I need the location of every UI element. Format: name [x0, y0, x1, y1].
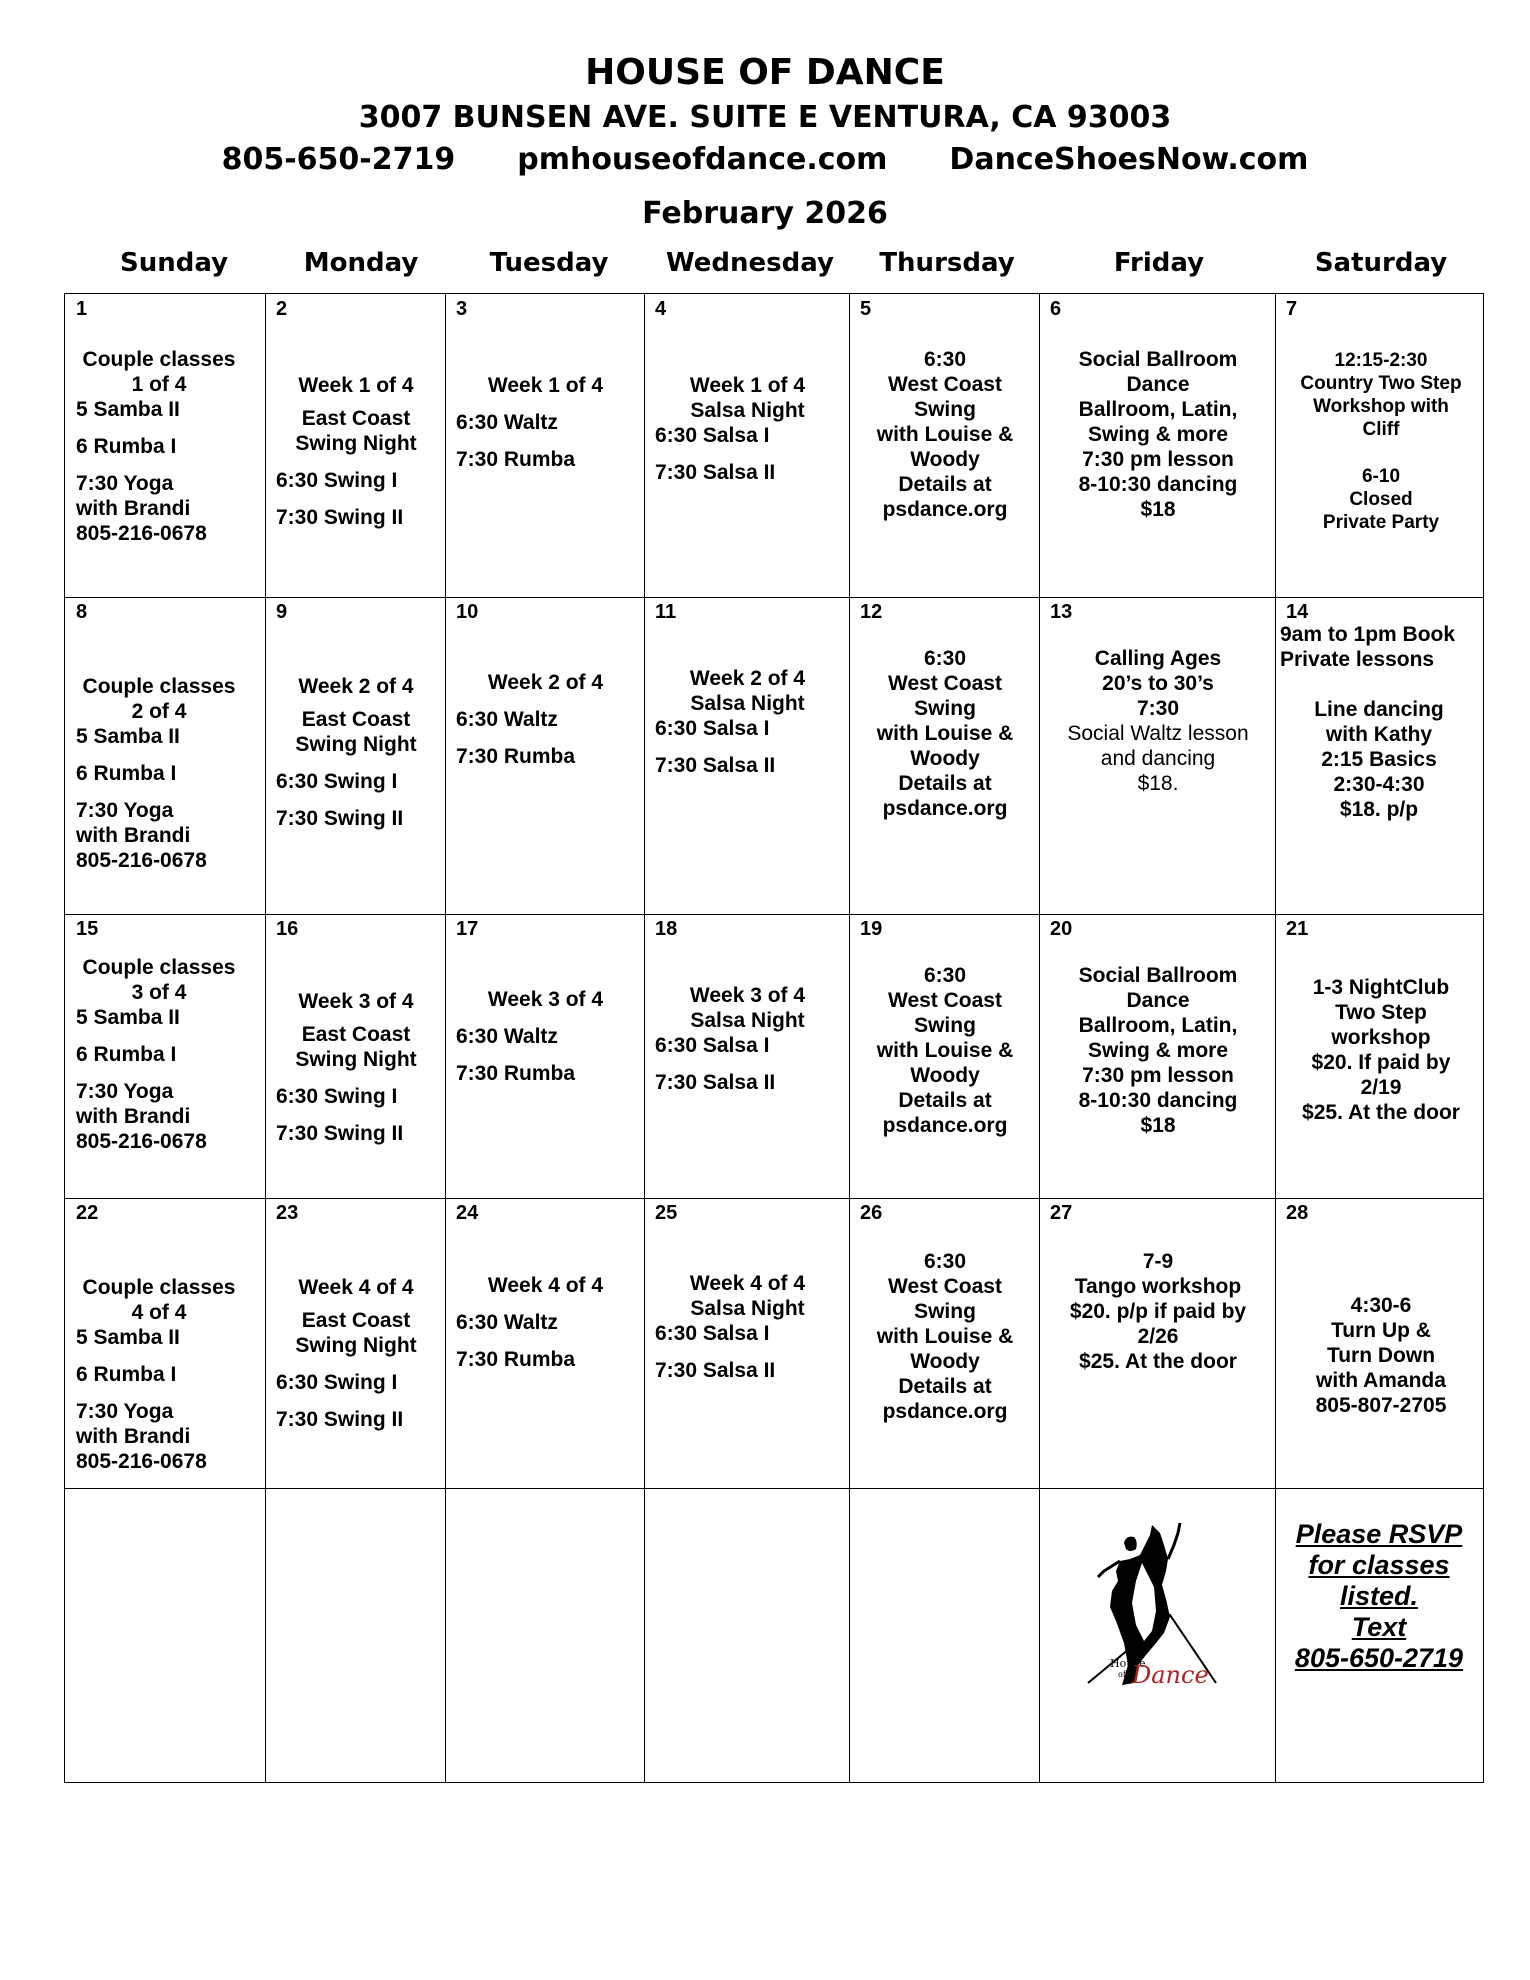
event-line: 1 of 4: [131, 373, 187, 396]
day-number: 8: [76, 601, 88, 623]
event-line: 7:30 Yoga: [76, 1400, 174, 1423]
event-line: 6:30: [923, 964, 967, 987]
event-line: Swing Night: [295, 432, 417, 455]
dayname-tuesday: Tuesday: [489, 248, 609, 278]
event-line: Swing Night: [295, 1048, 417, 1071]
event-line: 5 Samba II: [76, 1006, 180, 1029]
event-line: Salsa Night: [690, 1009, 805, 1032]
event-line: 7:30 Salsa II: [655, 754, 776, 777]
event-line: East Coast: [301, 407, 411, 430]
event-line: workshop: [1331, 1026, 1431, 1049]
event-line: 805-216-0678: [76, 1450, 207, 1473]
event-line: and dancing: [1100, 747, 1216, 770]
house-of-dance-logo: [1082, 1515, 1222, 1715]
event-line: 20’s to 30’s: [1102, 672, 1214, 695]
event-line: Swing: [914, 1014, 976, 1037]
event-line: East Coast: [301, 1309, 411, 1332]
rsvp-note: [1274, 1487, 1484, 1783]
day-cell[interactable]: [64, 596, 264, 913]
event-line: 9am to 1pm Book: [1280, 623, 1456, 646]
event-line: Social Ballroom: [1078, 348, 1238, 371]
day-cell[interactable]: [64, 913, 264, 1197]
day-number: 28: [1286, 1202, 1309, 1224]
day-cell[interactable]: [264, 913, 444, 1197]
event-line: Week 3 of 4: [487, 988, 604, 1011]
event-line: 6:30: [923, 348, 967, 371]
day-cell[interactable]: [64, 1197, 264, 1487]
day-number: 3: [456, 298, 468, 320]
event-line: $18: [1140, 498, 1176, 521]
calendar-month-title: February 2026: [642, 196, 888, 231]
rsvp-line: listed.: [1339, 1581, 1419, 1611]
event-line: 7:30 Rumba: [456, 1062, 576, 1085]
event-line: with Brandi: [76, 1105, 191, 1128]
event-line: 805-216-0678: [76, 1130, 207, 1153]
event-line: West Coast: [888, 672, 1002, 695]
day-number: 6: [1050, 298, 1062, 320]
event-line: 4:30-6: [1350, 1294, 1412, 1317]
event-line: Week 3 of 4: [298, 990, 414, 1013]
event-line: Woody: [910, 448, 980, 471]
event-line: West Coast: [888, 373, 1002, 396]
event-line: 6 Rumba I: [76, 435, 177, 458]
event-line: 5 Samba II: [76, 398, 180, 421]
day-number: 5: [860, 298, 872, 320]
event-line: 7:30 Swing II: [276, 1408, 404, 1431]
event-line: with Louise &: [876, 1039, 1014, 1062]
day-cell[interactable]: [444, 913, 643, 1197]
event-line: with Louise &: [876, 722, 1014, 745]
event-line: 7:30 Salsa II: [655, 1071, 776, 1094]
event-line: Cliff: [1362, 419, 1400, 440]
day-cell[interactable]: [1274, 913, 1484, 1197]
day-cell[interactable]: [848, 596, 1038, 913]
rsvp-line: for classes: [1308, 1550, 1450, 1580]
event-line: 4 of 4: [131, 1301, 187, 1324]
event-line: Workshop with: [1313, 396, 1449, 417]
contact-line: [0, 142, 1530, 177]
event-line: Week 4 of 4: [487, 1274, 604, 1297]
day-cell[interactable]: [264, 293, 444, 596]
event-line: Dance: [1126, 989, 1190, 1012]
day-cell[interactable]: [1038, 596, 1274, 913]
event-line: West Coast: [888, 1275, 1002, 1298]
event-line: 6:30 Salsa I: [655, 1034, 770, 1057]
day-cell[interactable]: [264, 596, 444, 913]
day-cell[interactable]: [1038, 1197, 1274, 1487]
event-line: 2/19: [1360, 1076, 1402, 1099]
event-line[interactable]: psdance.org: [882, 1114, 1008, 1137]
day-number: 14: [1286, 601, 1309, 623]
event-line: 12:15-2:30: [1334, 350, 1428, 371]
rsvp-line: Please RSVP: [1295, 1519, 1463, 1549]
day-number: 4: [655, 298, 667, 320]
event-line: Dance: [1126, 373, 1190, 396]
event-line: Swing Night: [295, 1334, 417, 1357]
day-cell[interactable]: [1274, 596, 1484, 913]
event-line: Social Ballroom: [1078, 964, 1238, 987]
day-cell[interactable]: [643, 1197, 848, 1487]
event-line: 6 Rumba I: [76, 762, 177, 785]
day-number: 18: [655, 918, 678, 940]
event-line: Social Waltz lesson: [1067, 722, 1249, 745]
day-number: 15: [76, 918, 99, 940]
day-number: 22: [76, 1202, 99, 1224]
event-line: Ballroom, Latin,: [1078, 398, 1238, 421]
event-line: Country Two Step: [1300, 373, 1462, 394]
event-line: Woody: [910, 747, 980, 770]
day-number: 11: [655, 601, 677, 623]
event-line: 7:30 pm lesson: [1082, 1064, 1234, 1087]
day-number: 17: [456, 918, 479, 940]
event-line: Details at: [898, 1375, 992, 1398]
phone-number: 805-650-2719: [221, 142, 456, 177]
event-line: 805-216-0678: [76, 522, 207, 545]
event-line: Turn Down: [1326, 1344, 1436, 1367]
day-cell[interactable]: [444, 596, 643, 913]
logo-text-house: House: [1110, 1657, 1146, 1670]
day-cell[interactable]: [64, 293, 264, 596]
event-line: East Coast: [301, 708, 411, 731]
business-address: 3007 BUNSEN AVE. SUITE E VENTURA, CA 93003: [358, 100, 1172, 135]
event-line: 6:30 Salsa I: [655, 424, 770, 447]
event-line: 6:30 Waltz: [456, 1025, 558, 1048]
dayname-saturday: Saturday: [1314, 248, 1448, 278]
event-line: Tango workshop: [1074, 1275, 1242, 1298]
day-number: 23: [276, 1202, 299, 1224]
dayname-thursday: Thursday: [879, 248, 1015, 278]
event-line: Swing & more: [1087, 1039, 1229, 1062]
event-line: 6:30 Waltz: [456, 411, 558, 434]
day-number: 1: [76, 298, 88, 320]
event-line: $18: [1140, 1114, 1176, 1137]
event-line: 7:30 Rumba: [456, 745, 576, 768]
event-line: Salsa Night: [690, 692, 805, 715]
event-line: Week 1 of 4: [487, 374, 604, 397]
event-line[interactable]: psdance.org: [882, 797, 1008, 820]
event-line: 2/26: [1137, 1325, 1179, 1348]
event-line: with Brandi: [76, 824, 191, 847]
event-line: 6:30 Salsa I: [655, 1322, 770, 1345]
event-line: Turn Up &: [1331, 1319, 1431, 1342]
event-line: 2:15 Basics: [1321, 748, 1437, 771]
event-line: 6:30 Swing I: [276, 1085, 398, 1108]
event-line: 7:30 pm lesson: [1082, 448, 1234, 471]
event-line: Couple classes: [82, 1276, 236, 1299]
event-line: with Kathy: [1325, 723, 1433, 746]
event-line: 6:30 Salsa I: [655, 717, 770, 740]
day-cell[interactable]: [848, 293, 1038, 596]
day-cell[interactable]: [643, 596, 848, 913]
event-line: 7:30 Salsa II: [655, 1359, 776, 1382]
dayname-monday: Monday: [303, 248, 419, 278]
event-line: with Brandi: [76, 1425, 191, 1448]
event-line: 5 Samba II: [76, 725, 180, 748]
event-line: Week 2 of 4: [487, 671, 604, 694]
event-line: with Louise &: [876, 423, 1014, 446]
day-number: 10: [456, 601, 479, 623]
day-number: 7: [1286, 298, 1298, 320]
event-line: 7:30 Swing II: [276, 807, 404, 830]
event-line: Couple classes: [82, 956, 236, 979]
day-number: 26: [860, 1202, 883, 1224]
event-line: 6:30: [923, 647, 967, 670]
event-line[interactable]: psdance.org: [882, 498, 1008, 521]
event-line: Week 3 of 4: [689, 984, 806, 1007]
event-line: 7:30 Rumba: [456, 1348, 576, 1371]
event-line: Details at: [898, 473, 992, 496]
event-line: 2 of 4: [131, 700, 187, 723]
day-cell[interactable]: [1274, 293, 1484, 596]
event-line: Swing & more: [1087, 423, 1229, 446]
event-line: Salsa Night: [690, 399, 805, 422]
day-cell[interactable]: [1038, 913, 1274, 1197]
day-number: 25: [655, 1202, 678, 1224]
event-line: Woody: [910, 1064, 980, 1087]
event-line: 5 Samba II: [76, 1326, 180, 1349]
event-line: Week 1 of 4: [689, 374, 806, 397]
event-line: 7:30 Yoga: [76, 799, 174, 822]
event-line: $25. At the door: [1079, 1350, 1237, 1373]
event-line: 6:30 Waltz: [456, 708, 558, 731]
day-cell[interactable]: [643, 913, 848, 1197]
event-line: 7:30: [1136, 697, 1180, 720]
shoe-website-link[interactable]: DanceShoesNow.com: [949, 142, 1309, 177]
event-line: 805-807-2705: [1315, 1394, 1447, 1417]
day-number: 2: [276, 298, 288, 320]
event-line: Closed: [1349, 489, 1413, 510]
event-line: with Brandi: [76, 497, 191, 520]
event-line: 6-10: [1361, 466, 1401, 487]
event-line: Swing: [914, 697, 976, 720]
event-line: 6:30 Swing I: [276, 770, 398, 793]
event-line: 805-216-0678: [76, 849, 207, 872]
event-line: 6 Rumba I: [76, 1363, 177, 1386]
event-line: Private lessons: [1280, 648, 1435, 671]
event-line: 6:30 Swing I: [276, 469, 398, 492]
logo-text-of: of: [1118, 1670, 1126, 1679]
rsvp-line: Text: [1351, 1612, 1407, 1642]
event-line: Swing: [914, 1300, 976, 1323]
event-line: Private Party: [1322, 512, 1440, 533]
event-line: Couple classes: [82, 348, 236, 371]
event-line: Ballroom, Latin,: [1078, 1014, 1238, 1037]
event-line: $25. At the door: [1302, 1101, 1460, 1124]
event-line: Couple classes: [82, 675, 236, 698]
event-line: 6:30 Waltz: [456, 1311, 558, 1334]
dayname-sunday: Sunday: [119, 248, 229, 278]
event-line: 7:30 Rumba: [456, 448, 576, 471]
day-number: 9: [276, 601, 288, 623]
event-line: $18.: [1137, 772, 1179, 795]
event-line: 1-3 NightClub: [1312, 976, 1450, 999]
event-line: 7:30 Salsa II: [655, 461, 776, 484]
dayname-wednesday: Wednesday: [666, 248, 834, 278]
event-line: Details at: [898, 772, 992, 795]
event-line: 6:30 Swing I: [276, 1371, 398, 1394]
event-line: Woody: [910, 1350, 980, 1373]
event-line: 7:30 Yoga: [76, 1080, 174, 1103]
event-line[interactable]: psdance.org: [882, 1400, 1008, 1423]
event-line: 7:30 Yoga: [76, 472, 174, 495]
event-line: Details at: [898, 1089, 992, 1112]
event-line: 2:30-4:30: [1333, 773, 1425, 796]
event-line: West Coast: [888, 989, 1002, 1012]
event-line: 7:30 Swing II: [276, 1122, 404, 1145]
day-cell[interactable]: [848, 1197, 1038, 1487]
event-line: Salsa Night: [690, 1297, 805, 1320]
event-line: 8-10:30 dancing: [1078, 1089, 1238, 1112]
event-line: 7-9: [1142, 1250, 1174, 1273]
day-cell[interactable]: [444, 1197, 643, 1487]
day-number: 12: [860, 601, 883, 623]
day-cell[interactable]: [444, 293, 643, 596]
business-name: HOUSE OF DANCE: [585, 52, 945, 93]
day-cell[interactable]: [848, 913, 1038, 1197]
event-line: with Amanda: [1316, 1369, 1446, 1392]
event-line: Two Step: [1335, 1001, 1427, 1024]
event-line: Swing Night: [295, 733, 417, 756]
event-line: $20. If paid by: [1311, 1051, 1451, 1074]
event-line: Week 1 of 4: [298, 374, 414, 397]
day-cell[interactable]: [1038, 293, 1274, 596]
day-cell[interactable]: [643, 293, 848, 596]
day-number: 13: [1050, 601, 1073, 623]
logo-text-dance: Dance: [1132, 1661, 1209, 1689]
event-line: Week 2 of 4: [298, 675, 414, 698]
event-line: 7:30 Swing II: [276, 506, 404, 529]
event-line: Line dancing: [1314, 698, 1444, 721]
event-line: $20. p/p if paid by: [1069, 1300, 1247, 1323]
event-line: Calling Ages: [1094, 647, 1222, 670]
event-line: 8-10:30 dancing: [1078, 473, 1238, 496]
event-line: Week 4 of 4: [689, 1272, 806, 1295]
event-line: with Louise &: [876, 1325, 1014, 1348]
event-line: 3 of 4: [131, 981, 187, 1004]
day-number: 19: [860, 918, 883, 940]
event-line: 6 Rumba I: [76, 1043, 177, 1066]
event-line: Swing: [914, 398, 976, 421]
day-number: 20: [1050, 918, 1073, 940]
day-cell[interactable]: [1274, 1197, 1484, 1487]
day-number: 21: [1286, 918, 1309, 940]
event-line: Week 2 of 4: [689, 667, 806, 690]
dayname-friday: Friday: [1113, 248, 1205, 278]
event-line: East Coast: [301, 1023, 411, 1046]
event-line: $18. p/p: [1339, 798, 1419, 821]
event-line: Week 4 of 4: [298, 1276, 414, 1299]
day-number: 24: [456, 1202, 479, 1224]
day-number: 16: [276, 918, 299, 940]
rsvp-phone[interactable]: 805-650-2719: [1294, 1643, 1464, 1673]
website-link[interactable]: pmhouseofdance.com: [517, 142, 888, 177]
day-number: 27: [1050, 1202, 1073, 1224]
event-line: 6:30: [923, 1250, 967, 1273]
day-cell[interactable]: [264, 1197, 444, 1487]
